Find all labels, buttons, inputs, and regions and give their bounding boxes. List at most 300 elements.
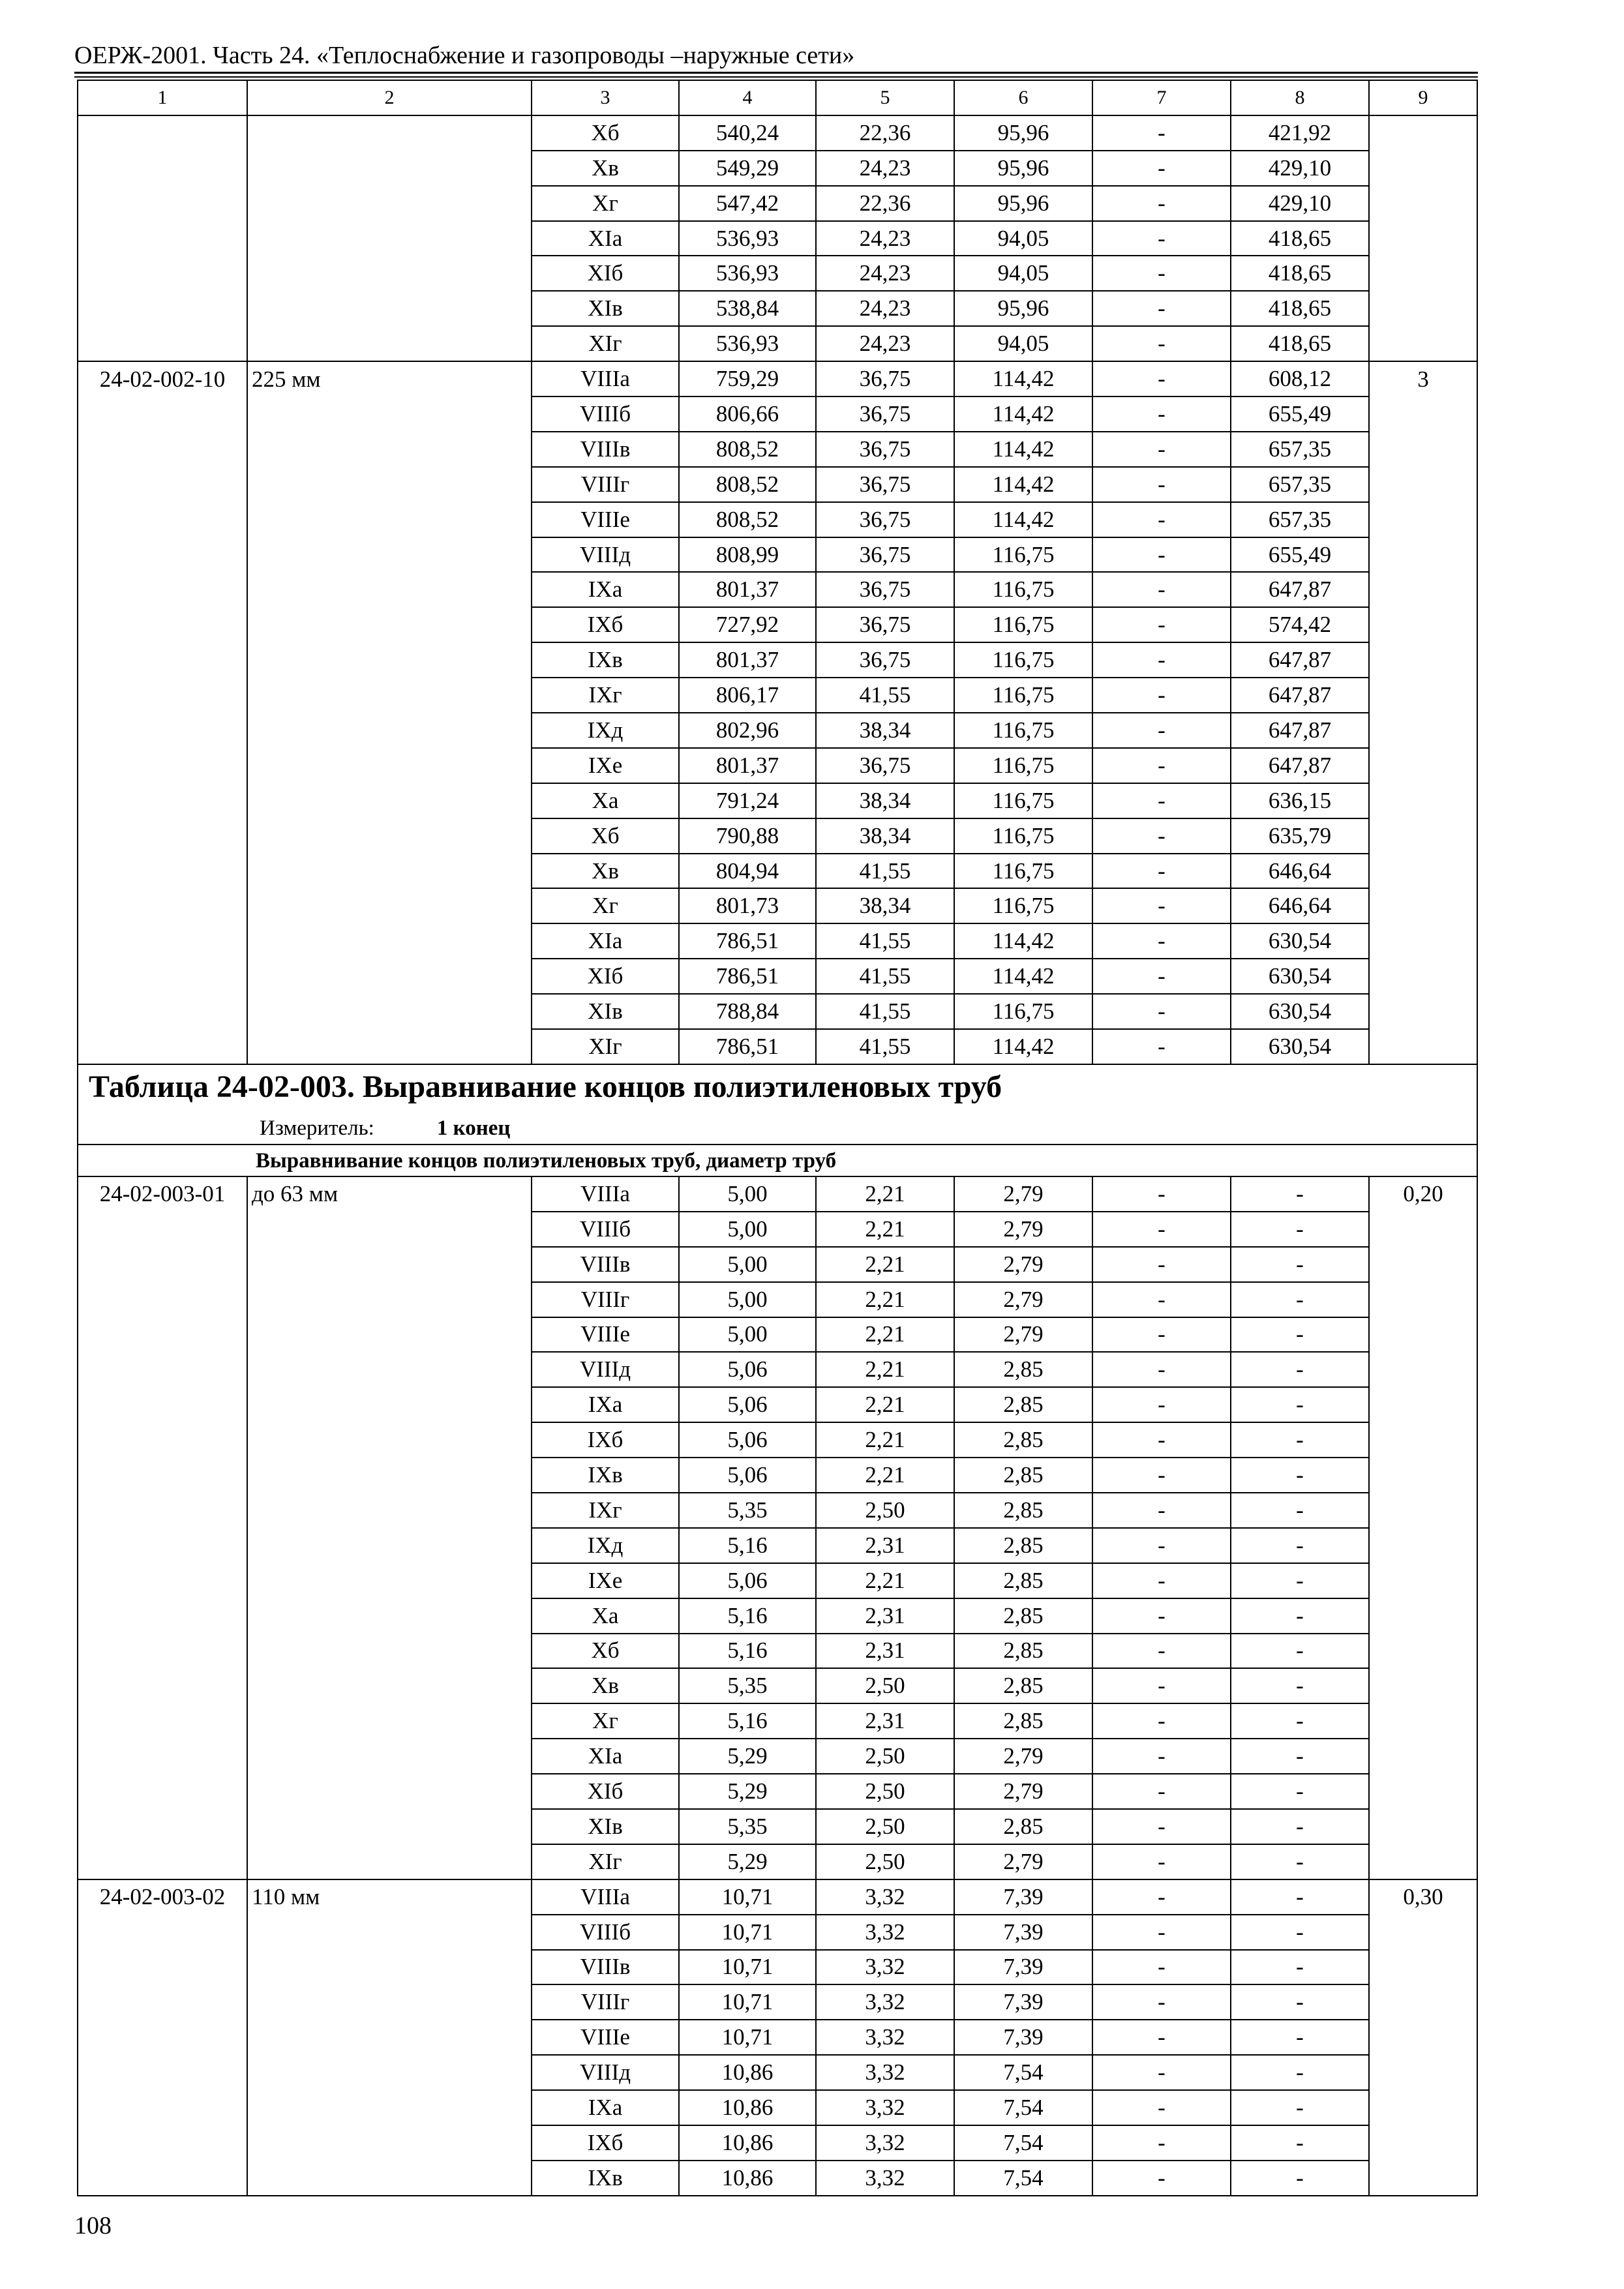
value-cell-col9 [1369,959,1477,994]
rate-name-cell [247,1634,532,1669]
value-cell-col9 [1369,1634,1477,1669]
value-cell-col7: - [1092,256,1231,291]
value-cell-col5: 2,21 [816,1282,954,1317]
value-cell-col3: VIIIг [532,1984,679,2020]
value-cell-col9 [1369,1703,1477,1739]
value-cell-col5: 36,75 [816,642,954,678]
rate-code-cell [78,854,247,889]
value-cell-col4: 801,73 [679,888,816,923]
rate-name-cell [247,326,532,361]
rate-name-cell [247,256,532,291]
value-cell-col8: - [1231,1774,1369,1809]
value-cell-col5: 2,21 [816,1247,954,1282]
value-cell-col8: - [1231,1634,1369,1669]
value-cell-col9 [1369,396,1477,432]
table-row [78,678,1477,713]
value-cell-col8: 647,87 [1231,748,1369,783]
rate-name-cell [247,923,532,959]
rate-code-cell [78,115,247,151]
value-cell-col4: 808,52 [679,432,816,467]
value-cell-col6: 2,79 [954,1212,1092,1247]
rate-code-cell [78,1950,247,1985]
value-cell-col5: 22,36 [816,186,954,221]
value-cell-col6: 116,75 [954,537,1092,573]
table-title: Таблица 24-02-003. Выравнивание концов полиэтиленовых труб [89,1069,1002,1104]
value-cell-col6: 116,75 [954,678,1092,713]
value-cell-col8: 647,87 [1231,678,1369,713]
value-cell-col3: VIIIа [532,1879,679,1915]
rate-name-cell [247,572,532,607]
value-cell-col6: 2,85 [954,1703,1092,1739]
value-cell-col8: 657,35 [1231,432,1369,467]
value-cell-col7: - [1092,572,1231,607]
rate-name-cell [247,2161,532,2196]
value-cell-col7: - [1092,1915,1231,1950]
value-cell-col8: 429,10 [1231,186,1369,221]
value-cell-col4: 5,00 [679,1176,816,1212]
rate-code-cell [78,1598,247,1634]
rate-name-cell [247,221,532,256]
value-cell-col6: 2,85 [954,1634,1092,1669]
value-cell-col4: 5,00 [679,1212,816,1247]
value-cell-col7: - [1092,2090,1231,2125]
rate-code-cell [78,396,247,432]
value-cell-col3: VIIIг [532,467,679,502]
value-cell-col3: VIIIе [532,1317,679,1353]
table-body-top [78,80,1477,1064]
table-row [78,1528,1477,1563]
value-cell-col8: - [1231,2161,1369,2196]
table-row [78,923,1477,959]
value-cell-col7: - [1092,326,1231,361]
value-cell-col4: 10,86 [679,2125,816,2161]
rate-code-cell [78,1634,247,1669]
value-cell-col3: VIIIб [532,1915,679,1950]
value-cell-col8: - [1231,2055,1369,2090]
table-row [78,502,1477,537]
value-cell-col9 [1369,1317,1477,1353]
value-cell-col3: XIг [532,1844,679,1879]
rate-name-cell [247,642,532,678]
table-title-cell [78,1064,1477,1112]
value-cell-col3: VIIIд [532,1352,679,1387]
value-cell-col4: 5,29 [679,1774,816,1809]
value-cell-col9: 3 [1369,361,1477,396]
value-cell-col8: 421,92 [1231,115,1369,151]
value-cell-col9 [1369,2020,1477,2055]
rate-name-cell [247,713,532,748]
rate-code-cell [78,502,247,537]
value-cell-col6: 116,75 [954,572,1092,607]
table-row [78,713,1477,748]
column-number: 8 [1231,80,1369,115]
table-row [78,2020,1477,2055]
value-cell-col9 [1369,818,1477,854]
value-cell-col8: 646,64 [1231,854,1369,889]
value-cell-col4: 10,71 [679,1950,816,1985]
value-cell-col8: - [1231,1317,1369,1353]
value-cell-col4: 10,86 [679,2161,816,2196]
value-cell-col5: 36,75 [816,361,954,396]
value-cell-col8: - [1231,1528,1369,1563]
value-cell-col5: 41,55 [816,1029,954,1064]
value-cell-col3: VIIIд [532,2055,679,2090]
rate-code-cell [78,572,247,607]
value-cell-col7: - [1092,748,1231,783]
value-cell-col7: - [1092,994,1231,1029]
rate-name-cell [247,1915,532,1950]
value-cell-col3: VIIIв [532,1950,679,1985]
value-cell-col4: 727,92 [679,607,816,642]
value-cell-col6: 116,75 [954,888,1092,923]
value-cell-col5: 3,32 [816,2090,954,2125]
value-cell-col4: 786,51 [679,959,816,994]
value-cell-col5: 2,50 [816,1739,954,1774]
table-row [78,1809,1477,1844]
table-row [78,1212,1477,1247]
rate-code-cell [78,2161,247,2196]
value-cell-col3: XIб [532,959,679,994]
value-cell-col4: 5,29 [679,1844,816,1879]
value-cell-col6: 7,39 [954,2020,1092,2055]
value-cell-col5: 36,75 [816,467,954,502]
table-row [78,994,1477,1029]
value-cell-col5: 2,21 [816,1563,954,1598]
value-cell-col7: - [1092,1528,1231,1563]
value-cell-col6: 116,75 [954,818,1092,854]
value-cell-col6: 2,79 [954,1739,1092,1774]
value-cell-col5: 38,34 [816,888,954,923]
value-cell-col8: - [1231,1809,1369,1844]
rate-code-cell [78,1984,247,2020]
value-cell-col7: - [1092,1563,1231,1598]
rate-name-cell [247,818,532,854]
value-cell-col9 [1369,607,1477,642]
value-cell-col7: - [1092,2055,1231,2090]
column-numbers-row [78,80,1477,115]
rate-code-cell [78,2055,247,2090]
column-number: 7 [1092,80,1231,115]
value-cell-col9 [1369,713,1477,748]
value-cell-col5: 36,75 [816,748,954,783]
value-cell-col7: - [1092,432,1231,467]
rate-code-cell [78,432,247,467]
rate-code-cell: 24-02-002-10 [78,361,247,396]
value-cell-col6: 94,05 [954,256,1092,291]
table-row [78,361,1477,396]
value-cell-col3: IXд [532,713,679,748]
value-cell-col6: 116,75 [954,854,1092,889]
value-cell-col8: 635,79 [1231,818,1369,854]
value-cell-col4: 5,06 [679,1422,816,1458]
value-cell-col9 [1369,2090,1477,2125]
value-cell-col8: - [1231,1387,1369,1422]
value-cell-col4: 536,93 [679,256,816,291]
value-cell-col8: - [1231,1282,1369,1317]
value-cell-col3: VIIIв [532,432,679,467]
value-cell-col6: 114,42 [954,467,1092,502]
table-row [78,1915,1477,1950]
value-cell-col6: 2,85 [954,1422,1092,1458]
value-cell-col6: 116,75 [954,642,1092,678]
rate-code-cell [78,783,247,818]
value-cell-col6: 2,79 [954,1317,1092,1353]
value-cell-col3: IXг [532,678,679,713]
value-cell-col3: Xв [532,151,679,186]
value-cell-col4: 538,84 [679,291,816,326]
value-cell-col9 [1369,1950,1477,1985]
value-cell-col6: 7,39 [954,1879,1092,1915]
value-cell-col7: - [1092,1703,1231,1739]
value-cell-col3: XIб [532,256,679,291]
rate-code-cell [78,1809,247,1844]
rate-code-cell: 24-02-003-02 [78,1879,247,1915]
rate-name-cell [247,1212,532,1247]
rate-code-cell [78,2020,247,2055]
rate-name-cell [247,783,532,818]
value-cell-col6: 7,39 [954,1950,1092,1985]
rate-code-cell [78,151,247,186]
value-cell-col3: IXб [532,607,679,642]
rates-table [77,80,1478,2196]
value-cell-col5: 3,32 [816,1950,954,1985]
table-row [78,326,1477,361]
value-cell-col8: 630,54 [1231,923,1369,959]
value-cell-col5: 22,36 [816,115,954,151]
value-cell-col3: Xа [532,1598,679,1634]
value-cell-col8: - [1231,1563,1369,1598]
table-row [78,2161,1477,2196]
rate-code-cell [78,713,247,748]
value-cell-col5: 2,21 [816,1176,954,1212]
rate-code-cell [78,959,247,994]
value-cell-col5: 36,75 [816,572,954,607]
value-cell-col8: 608,12 [1231,361,1369,396]
value-cell-col6: 2,85 [954,1809,1092,1844]
value-cell-col4: 808,99 [679,537,816,573]
value-cell-col7: - [1092,1809,1231,1844]
rate-name-cell [247,1387,532,1422]
value-cell-col5: 38,34 [816,713,954,748]
value-cell-col4: 5,35 [679,1493,816,1528]
value-cell-col6: 7,54 [954,2090,1092,2125]
value-cell-col5: 24,23 [816,221,954,256]
value-cell-col9 [1369,1458,1477,1493]
rate-name-cell [247,1282,532,1317]
value-cell-col8: - [1231,1879,1369,1915]
table-row [78,2055,1477,2090]
value-cell-col8: - [1231,1212,1369,1247]
value-cell-col3: Xб [532,818,679,854]
table-row [78,818,1477,854]
value-cell-col5: 24,23 [816,326,954,361]
value-cell-col8: 418,65 [1231,221,1369,256]
value-cell-col7: - [1092,713,1231,748]
value-cell-col8: 418,65 [1231,291,1369,326]
value-cell-col6: 2,79 [954,1282,1092,1317]
value-cell-col6: 114,42 [954,959,1092,994]
rate-code-cell: 24-02-003-01 [78,1176,247,1212]
value-cell-col6: 2,79 [954,1774,1092,1809]
value-cell-col4: 5,16 [679,1528,816,1563]
value-cell-col9 [1369,115,1477,151]
rate-name-cell [247,1598,532,1634]
rate-code-cell [78,1212,247,1247]
table-row [78,256,1477,291]
table-row [78,432,1477,467]
table-row [78,572,1477,607]
value-cell-col8: - [1231,1984,1369,2020]
value-cell-col3: IXв [532,642,679,678]
value-cell-col4: 5,06 [679,1563,816,1598]
value-cell-col5: 24,23 [816,291,954,326]
value-cell-col5: 2,50 [816,1809,954,1844]
value-cell-col6: 2,85 [954,1598,1092,1634]
value-cell-col7: - [1092,1668,1231,1703]
column-number: 2 [247,80,532,115]
value-cell-col6: 94,05 [954,221,1092,256]
rate-code-cell [78,923,247,959]
value-cell-col5: 24,23 [816,256,954,291]
value-cell-col8: 657,35 [1231,502,1369,537]
value-cell-col4: 5,16 [679,1634,816,1669]
value-cell-col4: 806,17 [679,678,816,713]
value-cell-col7: - [1092,1458,1231,1493]
table-row [78,959,1477,994]
table-row [78,1634,1477,1669]
unit-label: Измеритель: [260,1116,374,1140]
value-cell-col3: Xб [532,1634,679,1669]
value-cell-col8: - [1231,1598,1369,1634]
value-cell-col6: 2,79 [954,1247,1092,1282]
value-cell-col6: 114,42 [954,432,1092,467]
table-row [78,1176,1477,1212]
rate-name-cell [247,1950,532,1985]
rate-code-cell [78,607,247,642]
value-cell-col6: 2,79 [954,1176,1092,1212]
value-cell-col5: 2,50 [816,1844,954,1879]
value-cell-col9 [1369,1844,1477,1879]
value-cell-col9 [1369,783,1477,818]
rate-code-cell [78,1668,247,1703]
value-cell-col9 [1369,537,1477,573]
value-cell-col3: XIа [532,923,679,959]
value-cell-col8: 657,35 [1231,467,1369,502]
value-cell-col6: 95,96 [954,151,1092,186]
rate-code-cell [78,748,247,783]
table-row [78,1352,1477,1387]
table-title-row [78,1064,1477,1112]
value-cell-col9 [1369,1212,1477,1247]
subtitle: Выравнивание концов полиэтиленовых труб, диаметр труб [256,1148,837,1173]
value-cell-col7: - [1092,1844,1231,1879]
value-cell-col7: - [1092,151,1231,186]
value-cell-col6: 114,42 [954,1029,1092,1064]
value-cell-col8: - [1231,1703,1369,1739]
value-cell-col9 [1369,1282,1477,1317]
rate-code-cell [78,1247,247,1282]
rate-name-cell [247,186,532,221]
value-cell-col6: 2,85 [954,1563,1092,1598]
value-cell-col4: 788,84 [679,994,816,1029]
value-cell-col4: 5,29 [679,1739,816,1774]
column-number: 9 [1369,80,1477,115]
value-cell-col4: 801,37 [679,642,816,678]
rate-name-cell [247,1774,532,1809]
rate-name-cell [247,2055,532,2090]
value-cell-col9 [1369,502,1477,537]
value-cell-col4: 5,35 [679,1668,816,1703]
value-cell-col8: - [1231,1176,1369,1212]
value-cell-col3: XIа [532,1739,679,1774]
value-cell-col8: 647,87 [1231,572,1369,607]
rate-code-cell [78,642,247,678]
column-number: 4 [679,80,816,115]
table-row [78,1458,1477,1493]
value-cell-col3: XIг [532,1029,679,1064]
rate-code-cell [78,221,247,256]
value-cell-col9 [1369,1247,1477,1282]
value-cell-col4: 786,51 [679,1029,816,1064]
rate-code-cell [78,2090,247,2125]
rate-code-cell [78,1317,247,1353]
value-cell-col6: 95,96 [954,291,1092,326]
rate-code-cell [78,537,247,573]
rate-name-cell [247,1739,532,1774]
rate-name-cell: до 63 мм [247,1176,532,1212]
value-cell-col8: 630,54 [1231,994,1369,1029]
value-cell-col4: 5,00 [679,1282,816,1317]
value-cell-col9 [1369,256,1477,291]
value-cell-col9 [1369,748,1477,783]
value-cell-col5: 2,31 [816,1598,954,1634]
rate-name-cell [247,994,532,1029]
value-cell-col4: 540,24 [679,115,816,151]
value-cell-col4: 802,96 [679,713,816,748]
value-cell-col5: 41,55 [816,678,954,713]
value-cell-col4: 5,35 [679,1809,816,1844]
header-rule-thin [74,76,1478,78]
rate-name-cell [247,2090,532,2125]
value-cell-col5: 36,75 [816,432,954,467]
value-cell-col9 [1369,1563,1477,1598]
value-cell-col5: 2,31 [816,1634,954,1669]
value-cell-col8: - [1231,2125,1369,2161]
value-cell-col3: VIIIв [532,1247,679,1282]
value-cell-col6: 2,85 [954,1387,1092,1422]
rate-name-cell [247,1703,532,1739]
value-cell-col7: - [1092,1950,1231,1985]
value-cell-col6: 2,85 [954,1352,1092,1387]
rate-code-cell [78,256,247,291]
rate-name-cell [247,1029,532,1064]
value-cell-col9 [1369,1352,1477,1387]
value-cell-col5: 2,21 [816,1387,954,1422]
value-cell-col6: 114,42 [954,502,1092,537]
table-row [78,1493,1477,1528]
rate-name-cell [247,115,532,151]
rate-code-cell [78,1739,247,1774]
rate-name-cell [247,1984,532,2020]
value-cell-col3: VIIIа [532,1176,679,1212]
value-cell-col9 [1369,326,1477,361]
table-row [78,151,1477,186]
value-cell-col5: 36,75 [816,396,954,432]
rate-name-cell: 110 мм [247,1879,532,1915]
value-cell-col7: - [1092,888,1231,923]
value-cell-col7: - [1092,642,1231,678]
table-row [78,1598,1477,1634]
